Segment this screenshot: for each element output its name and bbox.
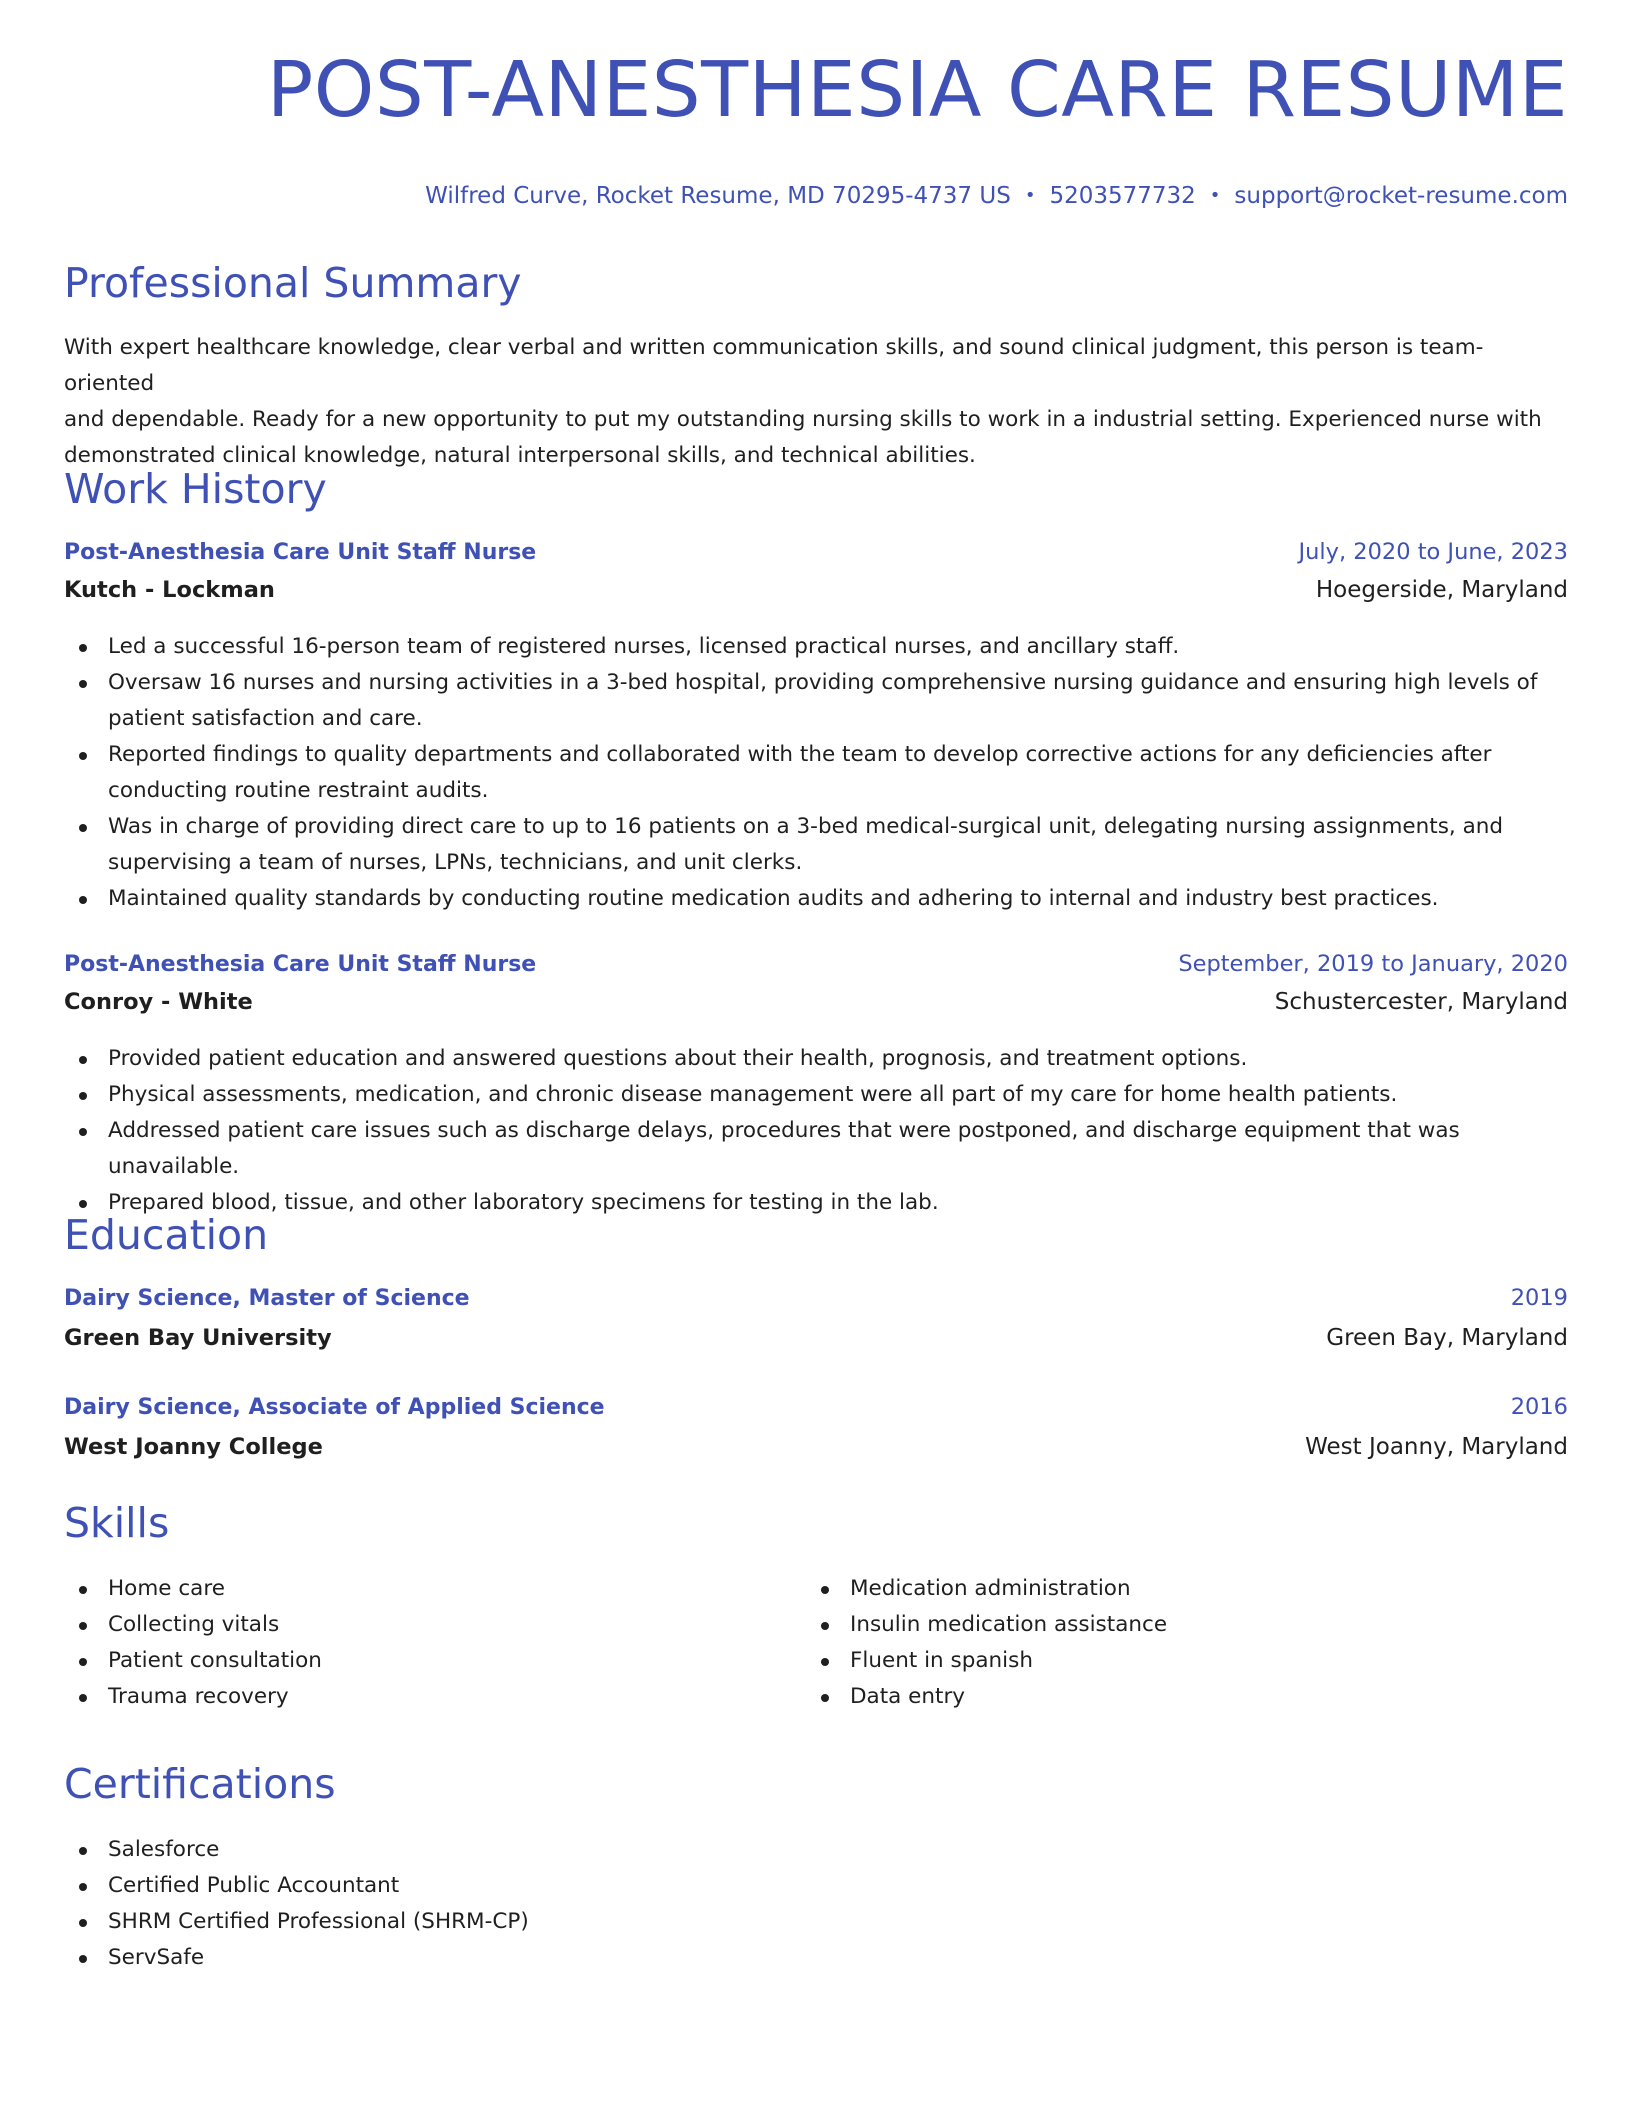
bullet-line: Provided patient education and answered questions about their health, prognosis, and treatment options. (108, 1046, 1248, 1071)
bullet-line: Addressed patient care issues such as discharge delays, procedures that were postponed, and discharge equipment that was unavailable. (108, 1118, 1460, 1179)
list-item: Trauma recovery (64, 1679, 1568, 1715)
list-item: Fluent in spanish (806, 1643, 1632, 1679)
section-title-certifications: Certifications (64, 1760, 336, 1808)
certifications-list (64, 1832, 1568, 1976)
bullet-line: Maintained quality standards by conducting routine medication audits and adhering to internal and industry best practices. (108, 886, 1439, 911)
job-bullets (64, 1041, 1568, 1221)
education-header (64, 1394, 1568, 1420)
job-company: Kutch - Lockman (64, 577, 275, 603)
list-item: ServSafe (64, 1940, 1568, 1976)
list-item (64, 737, 1568, 809)
job-header (64, 539, 1568, 565)
education-school-row (64, 1434, 1568, 1460)
summary-paragraph (64, 330, 1568, 474)
list-item: SHRM Certified Professional (SHRM-CP) (64, 1904, 1568, 1940)
education-degree: Dairy Science, Associate of Applied Science (64, 1395, 605, 1420)
section-title-work-history: Work History (64, 465, 327, 513)
resume-title: POST-ANESTHESIA CARE RESUME (266, 46, 1568, 135)
list-item: Home care (64, 1571, 1568, 1607)
education-year: 2016 (1510, 1394, 1568, 1420)
bullet-line: Reported findings to quality departments and collaborated with the team to develop corrective actions for any deficiencies after (108, 742, 1492, 767)
education-school: Green Bay University (64, 1325, 332, 1351)
section-title-summary: Professional Summary (64, 259, 522, 307)
contact-address: Wilfred Curve, Rocket Resume, MD 70295-4737 US (425, 183, 1011, 209)
list-item: Certified Public Accountant (64, 1868, 1568, 1904)
summary-line: demonstrated clinical knowledge, natural interpersonal skills, and technical abilities. (64, 443, 976, 468)
skills-list-right (806, 1571, 1632, 1715)
job-dates: September, 2019 to January, 2020 (1178, 951, 1568, 977)
list-item (64, 665, 1568, 737)
job-title: Post-Anesthesia Care Unit Staff Nurse (64, 540, 537, 565)
job-header (64, 951, 1568, 977)
summary-line: With expert healthcare knowledge, clear verbal and written communication skills, and sound clinical judgment, this person is team-oriented (64, 335, 1484, 396)
education-school: West Joanny College (64, 1434, 323, 1460)
job-title: Post-Anesthesia Care Unit Staff Nurse (64, 952, 537, 977)
summary-line: and dependable. Ready for a new opportunity to put my outstanding nursing skills to work in a industrial setting. Experienced nurse with (64, 407, 1542, 432)
separator-dot: • (1209, 185, 1221, 206)
job-location: Schustercester, Maryland (1274, 989, 1568, 1015)
education-header (64, 1285, 1568, 1311)
job-company: Conroy - White (64, 989, 253, 1015)
job-location: Hoegerside, Maryland (1315, 577, 1568, 603)
education-degree: Dairy Science, Master of Science (64, 1286, 470, 1311)
contact-line (425, 183, 1568, 211)
list-item: Data entry (806, 1679, 1632, 1715)
bullet-line: Prepared blood, tissue, and other laboratory specimens for testing in the lab. (108, 1190, 939, 1215)
contact-email: support@rocket-resume.com (1234, 183, 1568, 209)
bullet-line: Oversaw 16 nurses and nursing activities in a 3-bed hospital, providing comprehensive nursing guidance and ensuring high levels of (108, 670, 1538, 695)
bullet-line: Was in charge of providing direct care to up to 16 patients on a 3-bed medical-surgical unit, delegating nursing assignments, and (108, 814, 1504, 839)
contact-phone: 5203577732 (1049, 183, 1196, 209)
job-dates: July, 2020 to June, 2023 (1298, 539, 1568, 565)
section-title-education: Education (64, 1211, 269, 1259)
education-school-row (64, 1325, 1568, 1351)
bullet-line: conducting routine restraint audits. (108, 778, 489, 803)
list-item (64, 881, 1568, 917)
list-item: Medication administration (806, 1571, 1632, 1607)
list-item: Salesforce (64, 1832, 1568, 1868)
list-item (64, 1077, 1568, 1113)
bullet-line: supervising a team of nurses, LPNs, technicians, and unit clerks. (108, 850, 803, 875)
job-bullets (64, 629, 1568, 917)
bullet-line: Physical assessments, medication, and chronic disease management were all part of my care for home health patients. (108, 1082, 1398, 1107)
list-item: Collecting vitals (64, 1607, 1568, 1643)
list-item: Patient consultation (64, 1643, 1568, 1679)
list-item (64, 1041, 1568, 1077)
bullet-line: Led a successful 16-person team of registered nurses, licensed practical nurses, and ancillary staff. (108, 634, 1180, 659)
education-location: West Joanny, Maryland (1305, 1434, 1568, 1460)
job-company-row (64, 577, 1568, 603)
list-item (64, 629, 1568, 665)
education-location: Green Bay, Maryland (1326, 1325, 1568, 1351)
list-item (64, 1113, 1568, 1185)
bullet-line: patient satisfaction and care. (108, 706, 423, 731)
job-company-row (64, 989, 1568, 1015)
list-item (64, 1185, 1568, 1221)
list-item (64, 809, 1568, 881)
list-item: Insulin medication assistance (806, 1607, 1632, 1643)
section-title-skills: Skills (64, 1499, 170, 1547)
education-year: 2019 (1510, 1285, 1568, 1311)
separator-dot: • (1024, 185, 1036, 206)
